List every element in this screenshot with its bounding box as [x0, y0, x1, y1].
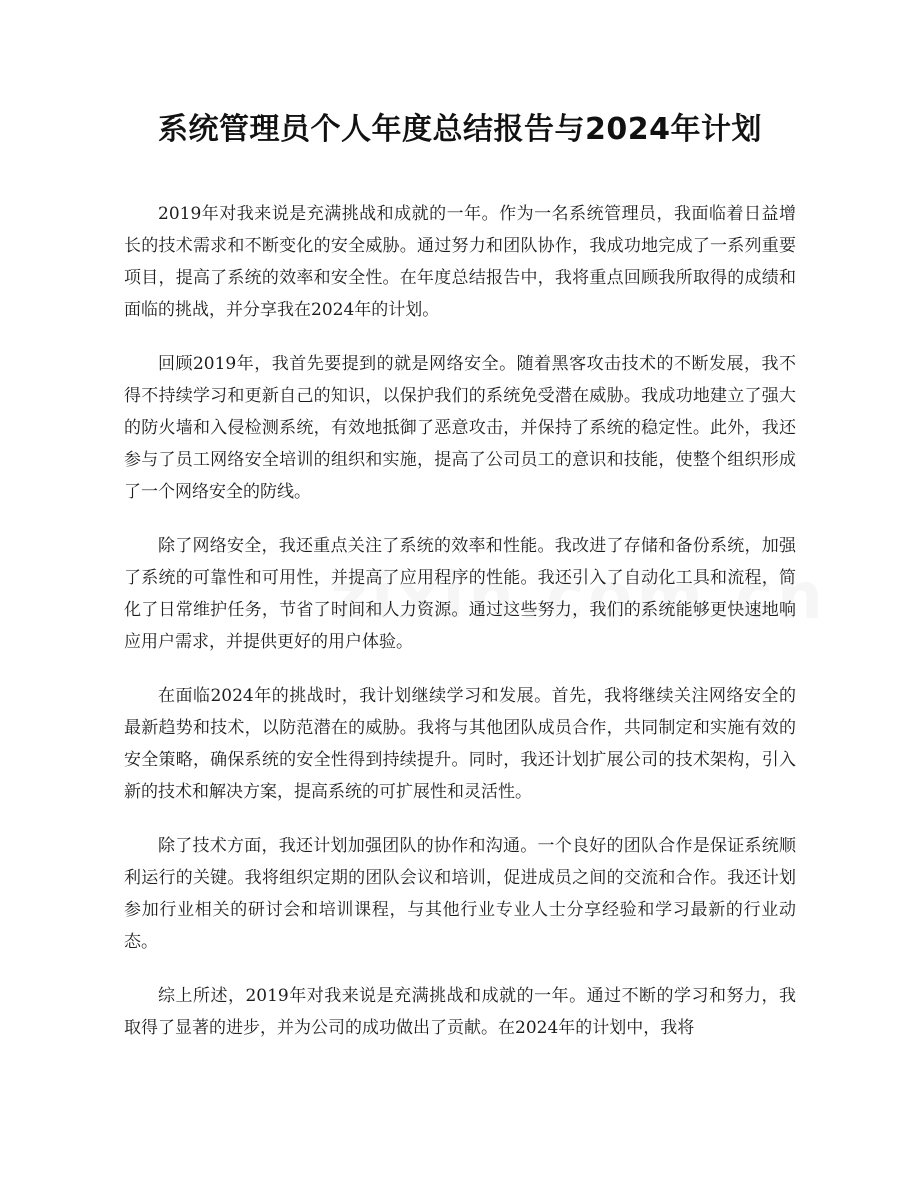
- document-title: 系统管理员个人年度总结报告与2024年计划: [158, 112, 762, 147]
- paragraph-intro: 2019年对我来说是充满挑战和成就的一年。作为一名系统管理员，我面临着日益增长的技术需求和不断变化的安全威胁。通过努力和团队协作，我成功地完成了一系列重要项目，提高了系统的效率和安全性。在年度总结报告中，我将重点回顾我所取得的成绩和面临的挑战，并分享我在2024年的计划。: [124, 204, 796, 320]
- paragraph-conclusion: 综上所述，2019年对我来说是充满挑战和成就的一年。通过不断的学习和努力，我取得了显著的进步，并为公司的成功做出了贡献。在2024年的计划中，我将: [124, 986, 796, 1038]
- paragraph-teamwork: 除了技术方面，我还计划加强团队的协作和沟通。一个良好的团队合作是保证系统顺利运行的关键。我将组织定期的团队会议和培训，促进成员之间的交流和合作。我还计划参加行业相关的研讨会和培训课程，与其他行业专业人士分享经验和学习最新的行业动态。: [124, 836, 796, 952]
- paragraph-2024-plan: 在面临2024年的挑战时，我计划继续学习和发展。首先，我将继续关注网络安全的最新趋势和技术，以防范潜在的威胁。我将与其他团队成员合作，共同制定和实施有效的安全策略，确保系统的安全性得到持续提升。同时，我还计划扩展公司的技术架构，引入新的技术和解决方案，提高系统的可扩展性和灵活性。: [124, 686, 796, 802]
- paragraph-efficiency: 除了网络安全，我还重点关注了系统的效率和性能。我改进了存储和备份系统，加强了系统的可靠性和可用性，并提高了应用程序的性能。我还引入了自动化工具和流程，简化了日常维护任务，节省了时间和人力资源。通过这些努力，我们的系统能够更快速地响应用户需求，并提供更好的用户体验。: [124, 536, 796, 652]
- paragraph-network-security: 回顾2019年，我首先要提到的就是网络安全。随着黑客攻击技术的不断发展，我不得不持续学习和更新自己的知识，以保护我们的系统免受潜在威胁。我成功地建立了强大的防火墙和入侵检测系统，有效地抵御了恶意攻击，并保持了系统的稳定性。此外，我还参与了员工网络安全培训的组织和实施，提高了公司员工的意识和技能，使整个组织形成了一个网络安全的防线。: [124, 354, 796, 502]
